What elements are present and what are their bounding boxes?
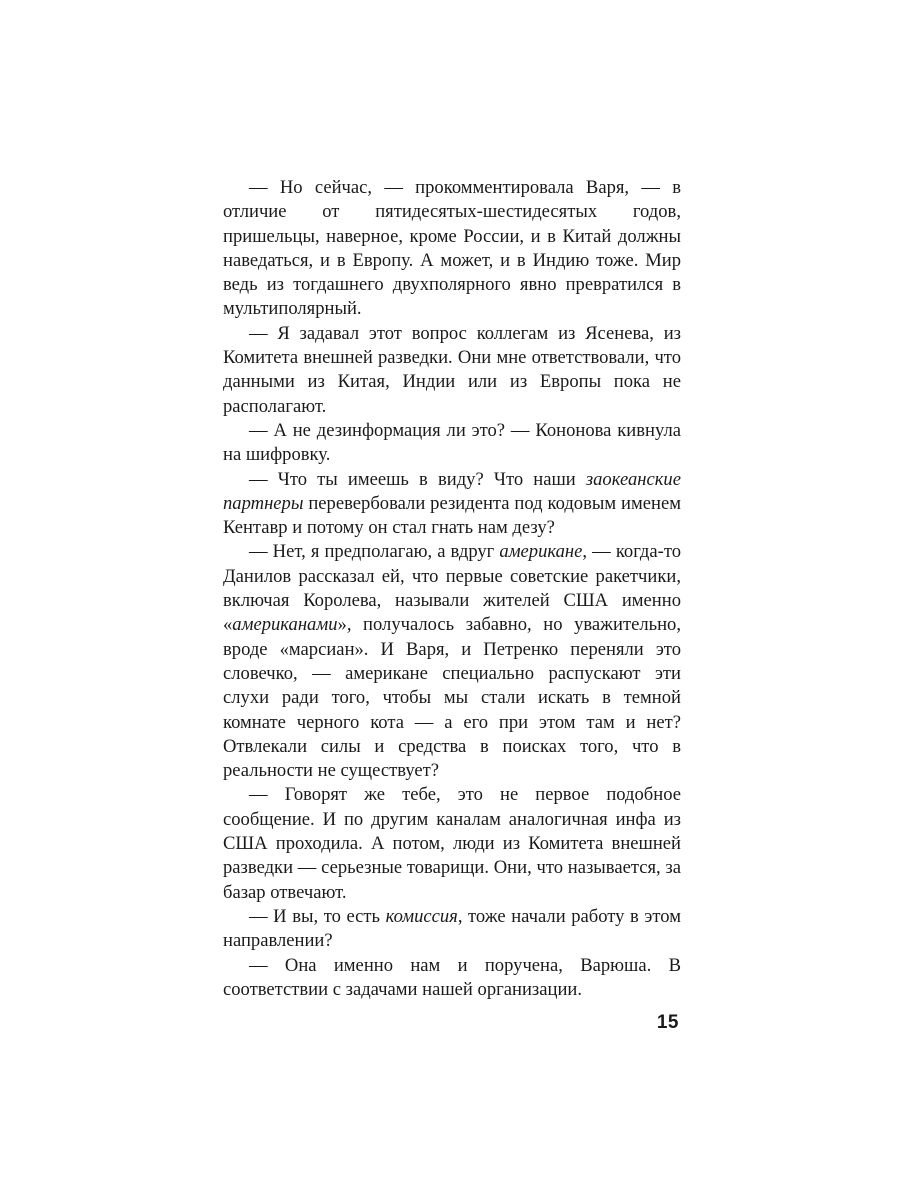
paragraph-text: , — когда-то Данилов рассказал ей, что первые советские ракетчики, включая Королева, называли жителей США именно « <box>223 541 682 636</box>
paragraph-text: — Но сейчас, — прокомментировала Варя, — в отличие от пятидесятых-шестидесятых годов, пришельцы, наверное, кроме России, и в Китай должны наведаться, и в Европу. А может, и в Индию тоже. Мир ведь из тогдашнего двухполярного явно превратился в мультиполярный. <box>223 177 681 320</box>
paragraph-text: », получалось забавно, но уважительно, вроде «марсиан». И Варя, и Петренко переняли это словечко, — американе специально распускают эти слухи ради того, чтобы мы стали искать в темной комнате черного кота — а его при этом там и нет? Отвлекали силы и средства в поисках того, что в реальности не существует? <box>223 614 681 782</box>
paragraph-7 <box>223 905 681 954</box>
paragraph-5 <box>223 540 681 783</box>
paragraph-text: — Говорят же тебе, это не первое подобное сообщение. И по другим каналам аналогичная инфа из США проходила. А потом, люди из Комитета внешней разведки — серьезные товарищи. Они, что называется, за базар отвечают. <box>223 784 681 903</box>
paragraph-text: — Она именно нам и поручена, Варюша. В соответствии с задачами нашей организации. <box>223 954 681 1000</box>
italic-phrase: американами <box>232 614 338 636</box>
paragraph-2 <box>223 322 681 419</box>
paragraph-1 <box>223 176 681 322</box>
paragraph-3 <box>223 419 681 468</box>
paragraph-text: — Нет, я предполагаю, а вдруг <box>249 541 500 563</box>
italic-phrase: американе <box>499 541 583 563</box>
paragraph-text: — А не дезинформация ли это? — Кононова кивнула на шифровку. <box>223 419 681 466</box>
italic-phrase: заокеанские партнеры <box>223 468 681 514</box>
paragraph-8 <box>223 954 681 1003</box>
italic-phrase: комиссия <box>385 905 458 927</box>
paragraph-4 <box>223 468 681 541</box>
paragraph-text: — И вы, то есть <box>249 905 386 927</box>
paragraph-6 <box>223 783 681 904</box>
paragraph-text: перевербовали резидента под кодовым именем Кентавр и потому он стал гнать нам дезу? <box>223 492 681 539</box>
paragraph-text: — Что ты имеешь в виду? Что наши <box>249 468 586 490</box>
paragraph-text: , тоже начали работу в этом направлении? <box>223 905 681 952</box>
page-text <box>223 176 681 1002</box>
paragraph-text: — Я задавал этот вопрос коллегам из Ясенева, из Комитета внешней разведки. Они мне ответствовали, что данными из Китая, Индии или из Европы пока не располагают. <box>223 322 681 417</box>
page-number: 15 <box>656 1012 679 1033</box>
